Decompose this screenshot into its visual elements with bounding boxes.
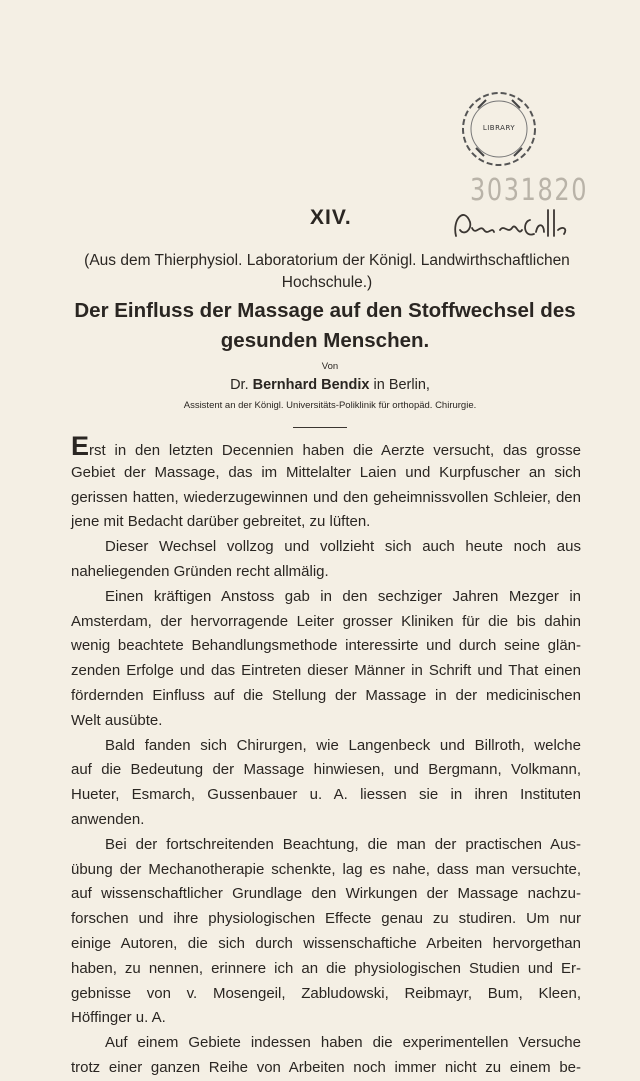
body-line: fördernden Einfluss auf die Stellung der Massage in der medicinischen (71, 686, 581, 704)
body-line: übung der Mechanotherapie schenkte, lag es nahe, dass man versuchte, (71, 860, 581, 878)
body-line: Einen kräftigen Anstoss gab in den sechziger Jahren Mezger in (105, 587, 581, 605)
body-line: Bald fanden sich Chirurgen, wie Langenbeck und Billroth, welche (105, 736, 581, 754)
body-line: zenden Erfolge und das Eintreten dieser Männer in Schrift und That einen (71, 662, 581, 680)
drop-cap: E (71, 431, 90, 461)
body-line: gebnisse von v. Mosengeil, Zabludowski, Reibmayr, Bum, Kleen, (71, 984, 581, 1002)
body-line: Welt ausübte. (71, 711, 163, 729)
author-prefix: Dr. (230, 377, 249, 393)
body-line: einige Autoren, die sich durch wissenschaftiche Arbeiten hervorgethan (71, 934, 581, 952)
body-line: Auf einem Gebiete indessen haben die experimentellen Versuche (105, 1034, 581, 1052)
article-title: Der Einfluss der Massage auf den Stoffwechsel des gesunden Menschen. (74, 299, 576, 352)
body-line: naheliegenden Gründen recht allmälig. (71, 562, 329, 580)
body-line: Dieser Wechsel vollzog und vollzieht sich auch heute noch aus (105, 538, 581, 556)
body-line: Bei der fortschreitenden Beachtung, die man der practischen Aus- (105, 835, 581, 853)
body-line: anwenden. (71, 810, 145, 828)
by-label: Von (321, 361, 339, 372)
body-line: trotz einer ganzen Reihe von Arbeiten noch immer nicht zu einem be- (71, 1058, 581, 1076)
body-line: gerissen hatten, wiederzugewinnen und den geheimnissvollen Schleier, den (71, 488, 581, 506)
body-line: forschen und ihre physiologischen Effecte genau zu studiren. Um nur (71, 910, 581, 928)
handwritten-signature (450, 200, 580, 244)
body-line: Erst in den letzten Decennien haben die Aerzte versucht, das grosse (71, 431, 581, 461)
stamp-text: LIBRARY (482, 124, 516, 132)
body-line: jene mit Bedacht darüber gebreitet, zu lüften. (71, 513, 371, 531)
library-stamp (456, 86, 542, 172)
author-line (0, 377, 640, 393)
separator-rule (293, 427, 347, 428)
chapter-number: XIV. (310, 206, 352, 229)
body-line: Hueter, Esmarch, Gussenbauer u. A. liessen sie in ihren Instituten (71, 786, 581, 804)
author-affiliation: Assistent an der Königl. Universitäts-Poliklinik für orthopäd. Chirurgie. (183, 400, 477, 411)
body-line: Amsterdam, der hervorragende Leiter grosser Kliniken für die bis dahin (71, 612, 581, 630)
body-line: Gebiet der Massage, das im Mittelalter Laien und Kurpfuscher an sich (71, 463, 581, 481)
body-text (71, 431, 581, 1081)
shelfmark-number: 3031820 (470, 173, 589, 208)
author-name: Bernhard Bendix (252, 377, 370, 393)
author-suffix: in Berlin, (373, 377, 430, 393)
body-line: haben, zu nennen, erinnere ich an die physiologischen Studien und Er- (71, 959, 581, 977)
body-line: auf die Bedeutung der Massage hinwiesen, und Bergmann, Volkmann, (71, 761, 581, 779)
body-line: auf wissenschaftlicher Grundlage den Wirkungen der Massage nachzu- (71, 885, 581, 903)
laboratory-origin: (Aus dem Thierphysiol. Laboratorium der Königl. Landwirthschaftlichen Hochschule.) (84, 252, 570, 291)
body-line: wenig beachtete Behandlungsmethode interessirte und durch seine glän- (71, 637, 581, 655)
body-line: Höffinger u. A. (71, 1009, 166, 1027)
